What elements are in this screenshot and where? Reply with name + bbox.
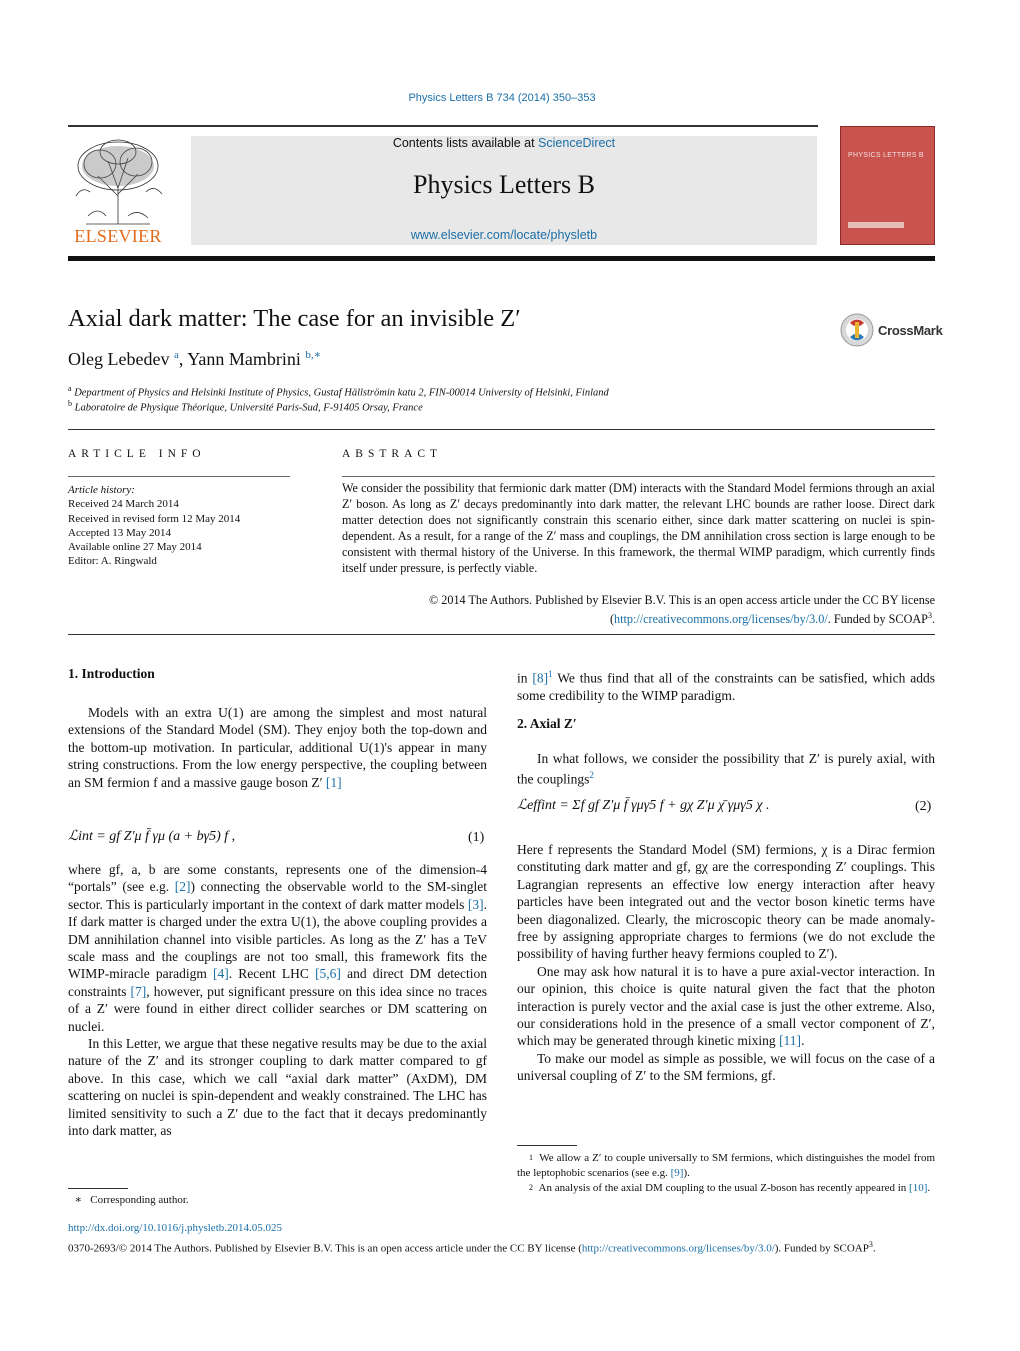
fn1-number: 1 <box>529 1153 533 1162</box>
ref-5-6[interactable]: [5,6] <box>315 966 341 982</box>
fn2-text-a: An analysis of the axial DM coupling to the usual Z-boson has recently appeared in <box>538 1182 910 1194</box>
fn2-number: 2 <box>529 1183 533 1192</box>
revised-date: Received in revised form 12 May 2014 <box>68 512 241 525</box>
affil-b-marker: b <box>68 399 72 408</box>
editor: Editor: A. Ringwald <box>68 555 157 568</box>
accepted-date: Accepted 13 May 2014 <box>68 526 171 539</box>
affiliation-ref-b[interactable]: b,∗ <box>305 349 322 361</box>
article-title: Axial dark matter: The case for an invisible Z′ <box>68 305 521 332</box>
article-info-rule <box>68 476 290 477</box>
history-label: Article history: <box>68 484 135 496</box>
ref-9[interactable]: [9] <box>670 1166 684 1179</box>
abstract-rule <box>342 476 935 477</box>
star-marker: ∗ <box>74 1194 82 1206</box>
abstract-copyright: © 2014 The Authors. Published by Elsevier B.V. This is an open access article under the CC BY license (http://creativecommons.org/licenses/by/3.0/. Funded by SCOAP$^3$. <box>428 593 935 627</box>
footnote-2-marker[interactable]: 2 <box>589 770 594 781</box>
issn-copyright <box>68 1237 935 1257</box>
axial-paragraph-3 <box>517 963 935 1050</box>
contents-availability <box>191 136 817 150</box>
ref-2[interactable]: [2] <box>174 879 191 895</box>
abstract-end-rule <box>68 634 935 635</box>
footnote-rule <box>517 1145 577 1146</box>
intro-p2-e: and direct DM detection constraints <box>68 966 487 999</box>
ref-10[interactable]: [10] <box>909 1182 928 1194</box>
article-info-heading: ARTICLE INFO <box>68 448 206 460</box>
intro-p2-f: , however, put significant pressure on this idea since no traces of a Z′ were found in either direct collider searches or DM scattering on nuclei. <box>68 983 487 1034</box>
axial-body <box>517 841 935 1085</box>
abstract-body: We consider the possibility that fermionic dark matter (DM) interacts with the Standard Model fermions through an axial Z′ boson. As long as Z′ decays predominantly into dark matter, the relevant LHC bounds are rather loose. Direct dark matter detection does not significantly constrain this scenario either, since dark matter scattering on nuclei is spin-dependent. As a result, for a range of the Z′ mass and couplings, the DM annihilation cross section is large enough to be consistent with thermal history of the Universe. In this framework, the thermal WIMP paradigm, which currently finds itself under pressure, is perfectly viable. <box>342 481 935 575</box>
intro-p2-d: . Recent LHC <box>228 966 316 982</box>
equation-2-number: (2) <box>915 799 932 814</box>
section-2-heading: 2. Axial Z′ <box>517 716 577 731</box>
cont-b: We thus find that all of the constraints can be satisfied, which adds some credibility to the WIMP paradigm. <box>517 670 935 703</box>
axial-paragraph-4: To make our model as simple as possible, we will focus on the case of a universal coupling of Z′ to the SM fermions, gf. <box>517 1050 935 1084</box>
journal-title: Physics Letters B <box>413 170 595 199</box>
intro-p2-c: . If dark matter is charged under the extra U(1), the above coupling provides a DM annihilation channel into visible particles. As long as the Z′ has a TeV scale mass and the couplings are not too small, this framework fits the WIMP-miracle paradigm <box>68 896 487 982</box>
author-mambrini: Yann Mambrini <box>187 349 301 369</box>
axial-paragraph-1 <box>517 750 935 788</box>
equation-1-number: (1) <box>468 830 485 845</box>
ref-4[interactable]: [4] <box>213 966 229 982</box>
axial-paragraph-2: Here f represents the Standard Model (SM) fermions, χ is a Dirac fermion constituting dark matter and gf, gχ are the corresponding Z′ couplings. This Lagrangian represents an effective low energy interaction after heavy particles have been integrated out and the vector boson kinetic terms have been diagonalized. Clearly, the microscopic theory can be made anomaly-free by assigning appropriate charges to fermions (we do not exclude the possibility of having further heavy fermions coupled to Z′). <box>517 842 935 962</box>
footnote-2 <box>517 1181 935 1196</box>
right-continuation <box>517 666 935 704</box>
cont-a: in <box>517 670 533 686</box>
affiliation-b <box>68 399 423 414</box>
author-separator: , <box>178 349 188 369</box>
bottom-funded: ). Funded by SCOAP <box>774 1242 869 1255</box>
funded-end: . <box>931 612 935 627</box>
bottom-scoap-sup: 3 <box>868 1240 873 1249</box>
scoap-sup: 3 <box>927 611 932 620</box>
affiliations-rule <box>68 429 935 430</box>
axial-p3-b: . <box>801 1033 805 1049</box>
fn2-text-b: . <box>927 1182 931 1194</box>
received-date: Received 24 March 2014 <box>68 498 179 511</box>
crossmark-label[interactable]: CrossMark <box>878 323 943 338</box>
intro-paragraph-3: In this Letter, we argue that these negative results may be due to the axial nature of the Z′ and its stronger coupling to dark matter compared to gf above. In this case, which we call “axial dark matter” (AxDM), DM scattering on nuclei is spin-dependent and weakly constrained. The LHC has limited sensitivity to such a Z′ due to the fact that it decays predominantly into dark matter, as <box>68 1036 487 1139</box>
sciencedirect-link[interactable]: ScienceDirect <box>538 136 616 150</box>
axial-p3-a: One may ask how natural it is to have a pure axial-vector interaction. In our opinion, this choice is quite natural given the fact that the photon interaction is purely vector and the axial case is just the other extreme. Also, our considerations hold in the presence of a small vector component of Z′, which may be generated through kinetic mixing <box>517 963 935 1049</box>
header-rule <box>68 125 818 127</box>
ref-3[interactable]: [3] <box>467 896 484 912</box>
ref-7[interactable]: [7] <box>130 983 147 999</box>
section-1-heading: 1. Introduction <box>68 666 155 681</box>
author-lebedev: Oleg Lebedev <box>68 349 170 369</box>
author-list <box>68 348 321 370</box>
fn1-text-a: We allow a Z′ to couple universally to SM fermions, which distinguishes the model from the leptophobic scenarios (see e.g. <box>517 1152 935 1179</box>
affiliation-ref-a[interactable]: a <box>173 349 179 361</box>
affil-a-text: Department of Physics and Helsinki Institute of Physics, Gustaf Hällströmin katu 2, FIN-00014 University of Helsinki, Finland <box>74 387 609 399</box>
corresponding-text: Corresponding author. <box>90 1194 189 1206</box>
intro-paragraph-2 <box>68 861 487 1140</box>
corresponding-author-note <box>68 1193 189 1206</box>
cover-title: PHYSICS LETTERS B <box>848 152 924 159</box>
footnote-1-marker[interactable]: 1 <box>548 669 553 679</box>
license-link[interactable]: http://creativecommons.org/licenses/by/3.0/ <box>614 612 828 627</box>
equation-1: ℒint = gf Z′μ f̄ γμ (a + bγ5) f , <box>68 829 236 844</box>
abstract-heading: ABSTRACT <box>342 448 443 460</box>
funded-text: . Funded by SCOAP <box>827 612 928 627</box>
fn1-text-b: ). <box>683 1166 690 1179</box>
intro-p1-text: Models with an extra U(1) are among the simplest and most natural extensions of the Standard Model (SM). They enjoy both the top-down and the bottom-up motivation. In particular, additional U(1)'s appear in many string constructions. From the low energy perspective, the coupling between an SM fermion f and a massive gauge boson Z′ <box>68 705 487 790</box>
cover-strip <box>848 222 904 228</box>
online-date: Available online 27 May 2014 <box>68 541 202 554</box>
intro-p2-a: where gf, a, b are some constants, represents one of the dimension-4 “portals” (see e.g. <box>68 862 487 895</box>
equation-2: ℒeffint = Σf gf Z′μ f̄ γμγ5 f + gχ Z′μ χ̄ γμγ5 χ . <box>517 798 770 813</box>
journal-homepage-link[interactable]: www.elsevier.com/locate/physletb <box>410 228 598 242</box>
ref-11[interactable]: [11] <box>779 1033 802 1049</box>
elsevier-wordmark: ELSEVIER <box>74 226 162 246</box>
affil-a-marker: a <box>68 384 72 393</box>
header-thick-rule <box>68 256 935 261</box>
bottom-license-link[interactable]: http://creativecommons.org/licenses/by/3.0/ <box>581 1242 775 1255</box>
ref-8[interactable]: [8] <box>532 670 549 686</box>
affil-b-text: Laboratoire de Physique Théorique, Université Paris-Sud, F-91405 Orsay, France <box>74 402 423 414</box>
contents-prefix: Contents lists available at <box>392 136 539 150</box>
footnote-1 <box>517 1151 935 1180</box>
article-history <box>68 483 288 569</box>
bottom-funded-end: . <box>872 1242 876 1255</box>
intro-p2-b: ) connecting the observable world to the SM-singlet sector. This is particularly important in the context of dark matter models <box>68 879 488 912</box>
axial-p1-text: In what follows, we consider the possibility that Z′ is purely axial, with the couplings <box>517 751 935 787</box>
issn-text: 0370-2693/© 2014 The Authors. Published by Elsevier B.V. This is an open access article under the CC BY license ( <box>68 1242 582 1255</box>
affiliation-a <box>68 384 609 399</box>
crossmark-icon[interactable] <box>840 313 874 347</box>
journal-reference[interactable]: Physics Letters B 734 (2014) 350–353 <box>408 92 596 104</box>
copyright-text: © 2014 The Authors. Published by Elsevier B.V. This is an open access article under the CC BY license <box>428 593 935 607</box>
doi-link[interactable]: http://dx.doi.org/10.1016/j.physletb.2014.05.025 <box>68 1222 282 1234</box>
star-footnote-rule <box>68 1188 128 1189</box>
ref-1[interactable]: [1] <box>325 774 342 790</box>
intro-paragraph-1 <box>68 704 487 791</box>
